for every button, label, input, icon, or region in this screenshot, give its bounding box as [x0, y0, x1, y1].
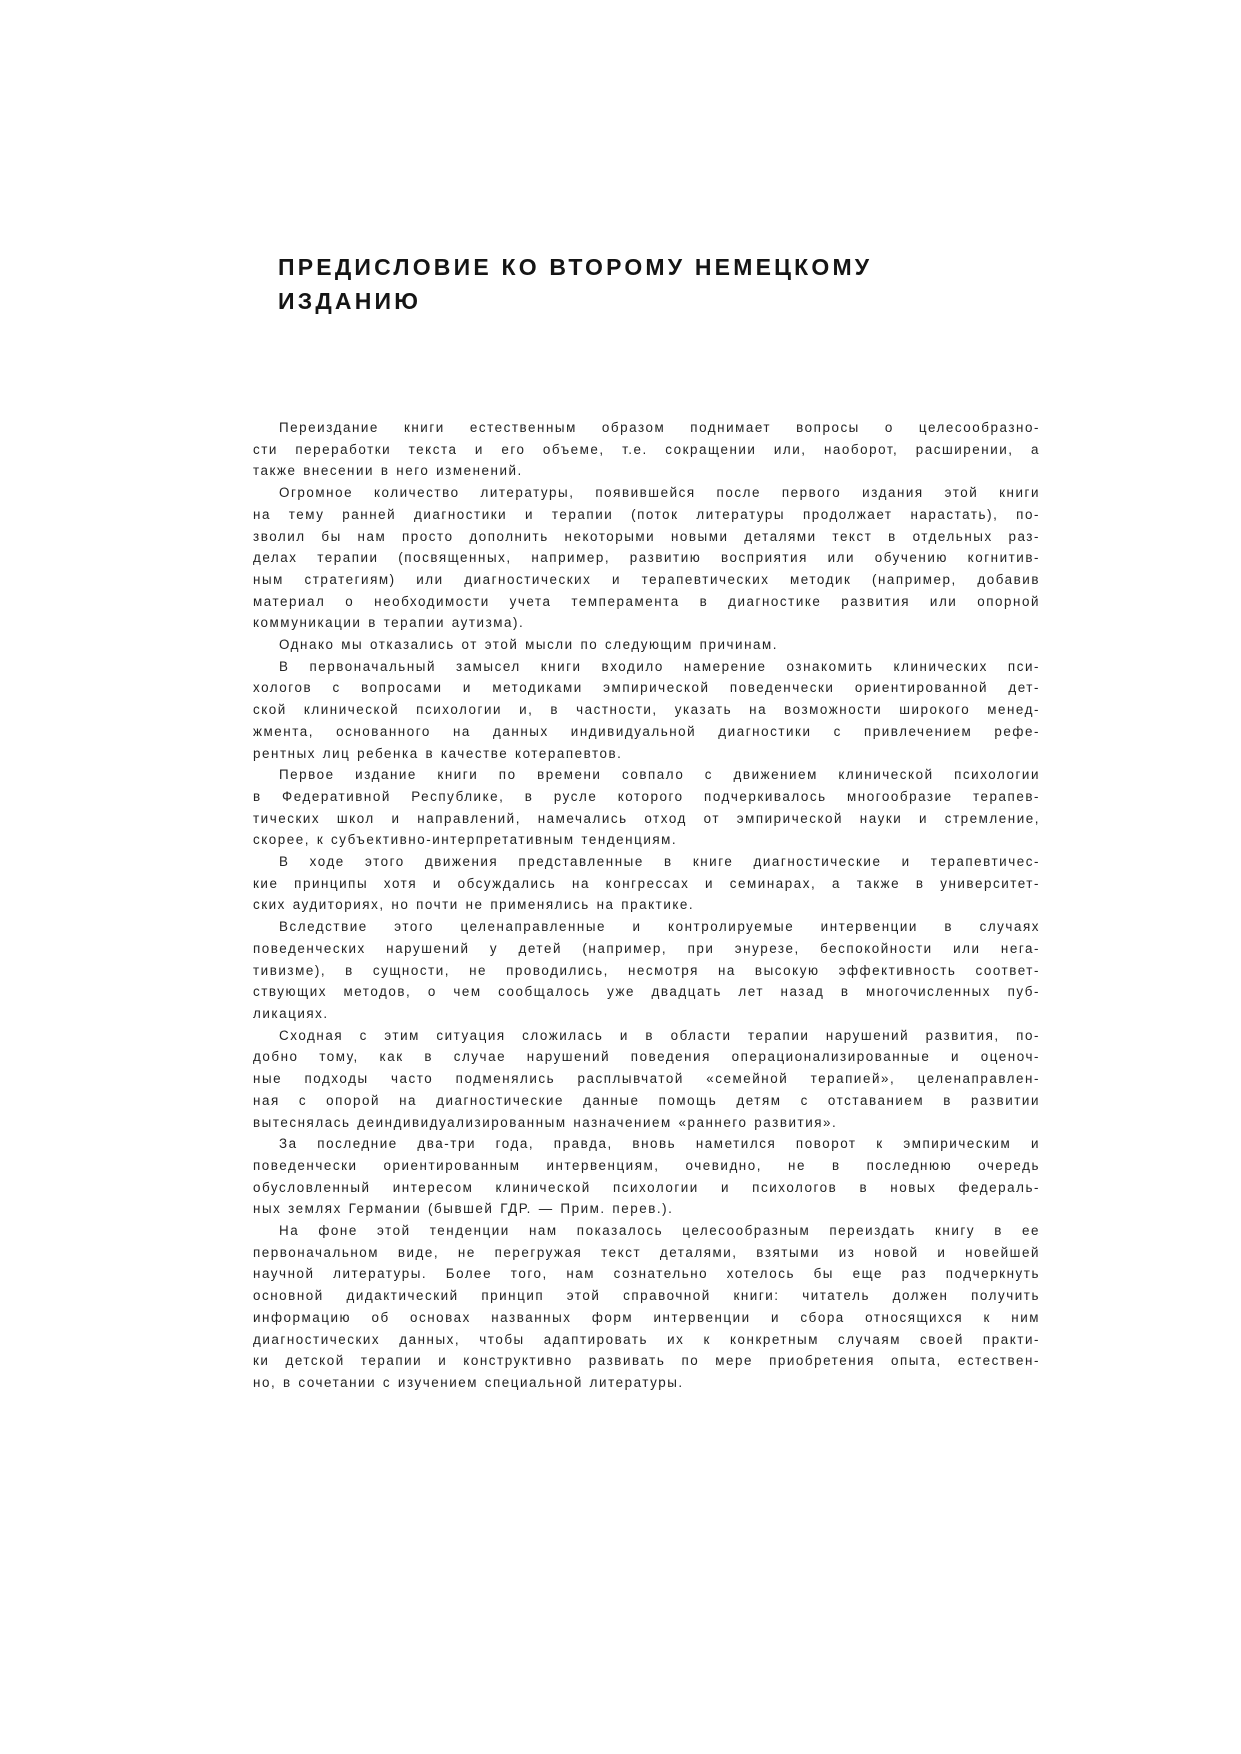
paragraph — [253, 851, 1040, 916]
paragraph — [253, 764, 1040, 851]
text-line: информацию об основах названных форм интервенции и сбора относящихся к ним — [253, 1309, 1040, 1325]
text-line: ные подходы часто подменялись расплывчатой «семейной терапией», целенаправлен- — [253, 1071, 1040, 1087]
text-line: делах терапии (посвященных, например, развитию восприятия или обучению когнитив- — [253, 550, 1040, 566]
paragraph — [253, 1220, 1040, 1394]
text-line: поведенчески ориентированным интервенциям, очевидно, не в последнюю очередь — [253, 1157, 1040, 1173]
title-line-1: ПРЕДИСЛОВИЕ КО ВТОРОМУ НЕМЕЦКОМУ — [278, 254, 873, 280]
text-line: ских аудиториях, но почти не применялись на практике. — [253, 897, 695, 913]
text-line: Сходная с этим ситуация сложилась и в области терапии нарушений развития, по- — [279, 1027, 1040, 1043]
text-line: ным стратегиям) или диагностических и терапевтических методик (например, добавив — [253, 571, 1040, 587]
text-line: зволил бы нам просто дополнить некоторыми новыми деталями текст в отдельных раз- — [253, 528, 1040, 544]
text-line: научной литературы. Более того, нам сознательно хотелось бы еще раз подчеркнуть — [253, 1266, 1040, 1282]
text-line: Первое издание книги по времени совпало с движением клинической психологии — [279, 767, 1040, 783]
paragraph — [253, 417, 1040, 482]
text-line: добно тому, как в случае нарушений поведения операционализированные и оценоч- — [253, 1049, 1040, 1065]
text-line: диагностических данных, чтобы адаптировать их к конкретным случаям своей практи- — [253, 1331, 1040, 1347]
body-text — [253, 417, 1040, 1394]
paragraph — [253, 482, 1040, 634]
title-line-2: ИЗДАНИЮ — [278, 288, 422, 314]
text-line: Огромное количество литературы, появившейся после первого издания этой книги — [279, 485, 1040, 501]
text-line: поведенческих нарушений у детей (например, при энурезе, беспокойности или нега- — [253, 940, 1040, 956]
text-line: На фоне этой тенденции нам показалось целесообразным переиздать книгу в ее — [279, 1223, 1040, 1239]
text-line: В ходе этого движения представленные в книге диагностические и терапевтичес- — [279, 854, 1040, 870]
text-line: Переиздание книги естественным образом поднимает вопросы о целесообразно- — [279, 420, 1040, 435]
text-line: ликациях. — [253, 1005, 329, 1021]
text-line: В первоначальный замысел книги входило намерение ознакомить клинических пси- — [279, 658, 1040, 674]
paragraph — [253, 634, 1040, 656]
text-line: обусловленный интересом клинической психологии и психологов в новых федераль- — [253, 1179, 1040, 1195]
text-line: основной дидактический принцип этой справочной книги: читатель должен получить — [253, 1288, 1040, 1304]
text-line: ная с опорой на диагностические данные помощь детям с отставанием в развитии — [253, 1092, 1040, 1108]
text-line: жмента, основанного на данных индивидуальной диагностики с привлечением рефе- — [253, 723, 1040, 739]
paragraph — [253, 656, 1040, 765]
text-line: но, в сочетании с изучением специальной литературы. — [253, 1374, 684, 1390]
text-line: ской клинической психологии и, в частности, указать на возможности широкого менед- — [253, 702, 1040, 718]
text-line: ствующих методов, о чем сообщалось уже двадцать лет назад в многочисленных пуб- — [253, 984, 1040, 1000]
page-title — [278, 250, 938, 318]
paragraph — [253, 1133, 1040, 1220]
text-line: За последние два-три года, правда, вновь наметился поворот к эмпирическим и — [279, 1136, 1040, 1152]
text-line: Вследствие этого целенаправленные и контролируемые интервенции в случаях — [279, 919, 1040, 935]
text-line: скорее, к субъективно-интерпретативным тенденциям. — [253, 832, 678, 848]
text-line: на тему ранней диагностики и терапии (поток литературы продолжает нарастать), по- — [253, 506, 1040, 522]
text-line: тических школ и направлений, намечались отход от эмпирической науки и стремление, — [253, 810, 1040, 826]
text-line: коммуникации в терапии аутизма). — [253, 615, 525, 631]
text-line: кие принципы хотя и обсуждались на конгрессах и семинарах, а также в университет- — [253, 875, 1040, 891]
text-line: Однако мы отказались от этой мысли по следующим причинам. — [279, 637, 779, 653]
text-line: в Федеративной Республике, в русле которого подчеркивалось многообразие терапев- — [253, 788, 1040, 804]
text-line: первоначальном виде, не перегружая текст деталями, взятыми из новой и новейшей — [253, 1244, 1040, 1260]
text-line: рентных лиц ребенка в качестве котерапевтов. — [253, 745, 623, 761]
text-line: сти переработки текста и его объеме, т.е. сокращении или, наоборот, расширении, а — [253, 441, 1040, 457]
text-line: также внесении в него изменений. — [253, 463, 523, 479]
text-line: вытеснялась деиндивидуализированным назначением «раннего развития». — [253, 1114, 838, 1130]
paragraph — [253, 916, 1040, 1025]
text-line: ных землях Германии (бывшей ГДР. — Прим. перев.). — [253, 1201, 674, 1217]
text-line: тивизме), в сущности, не проводились, несмотря на высокую эффективность соответ- — [253, 962, 1040, 978]
paragraph — [253, 1025, 1040, 1134]
text-line: ки детской терапии и конструктивно развивать по мере приобретения опыта, естествен- — [253, 1353, 1040, 1369]
text-line: материал о необходимости учета темперамента в диагностике развития или опорной — [253, 593, 1040, 609]
text-line: хологов с вопросами и методиками эмпирической поведенчески ориентированной дет- — [253, 680, 1040, 696]
